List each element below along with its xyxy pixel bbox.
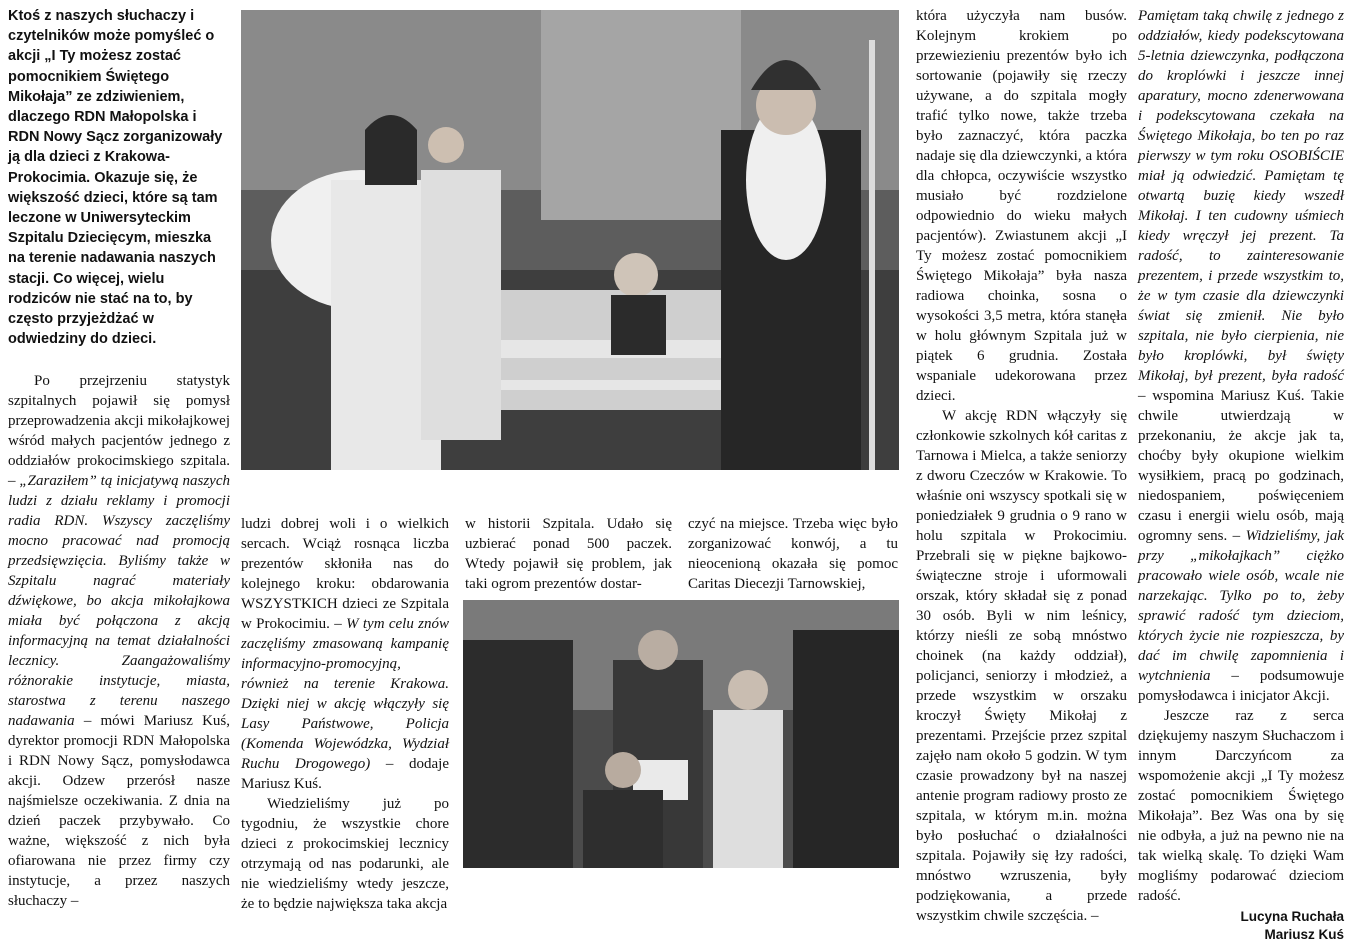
column-2 (241, 514, 449, 914)
column-4 (688, 514, 898, 594)
paragraph-week: Wiedzieliśmy już po tygodniu, że wszystkie chore dzieci z prokocimskiej lecznicy otrzymają od nas podarunki, ale nie wiedzieliśmy wtedy jeszcze, że to będzie największa taka akcja (241, 796, 449, 912)
column-1 (8, 6, 230, 911)
column-3 (465, 514, 672, 594)
author-signature-2: Mariusz Kuś (1264, 927, 1344, 942)
memory-end: – podsumowuje pomysłodawca i inicjator Akcji. (1138, 668, 1344, 704)
gifts-quote: W tym celu znów zaczęliśmy zmasowaną kampanię informacyjno-promocyjną, również na terenie Krakowa. Dzięki niej w akcję włączyły się Lasy Państwowe, Policja (Komenda Wojewódzka, Wydział Ruchu Drogowego) (241, 616, 450, 772)
lead-paragraph: Ktoś z naszych słuchaczy i czytelników może pomyśleć o akcji „I Ty możesz zostać pomocnikiem Świętego Mikołaja” ze zdziwieniem, dlaczego RDN Małopolska i RDN Nowy Sącz zorganizowały ją dla dzieci z Krakowa-Prokocimia. Okazuje się, że większość dzieci, które są tam leczone w Uniwersyteckim Szpitalu Dziecięcym, mieszka na terenie nadawania naszych stacji. Co więcej, wielu rodziców nie stać na to, by często przyjeżdżać w odwiedziny do dzieci. (8, 8, 223, 348)
intro-quote: „Zaraziłem” tą inicjatywą naszych ludzi z działu reklamy i promocji radia RDN. Wszyscy zaczęliśmy mocno pracować nad promocją przedsięwzięcia. Byliśmy także w Szpitalu nagrać materiały dźwiękowe, bo akcja mikołajkowa miała być połączona z akcją informacyjną na temat działalności lecznicy. Zaangażowaliśmy różnorakie instytucje, miasta, starostwa z terenu naszego nadawania (8, 473, 230, 730)
memory-quote-2: Widzieliśmy, jak przy „mikołajkach” ciężko pracowało wiele osób, wcale nie narzekając. Tylko po to, żeby sprawić radość tym dzieciom, których życie nie rozpieszcza, by dać im chwilę zapomnienia i wytchnienia (1138, 528, 1345, 684)
paragraph-history: w historii Szpitala. Udało się uzbierać ponad 500 paczek. Wtedy pojawił się problem, jak taki ogrom prezentów dostar- (465, 516, 672, 592)
photo-santa-hospital-room-image (241, 10, 899, 470)
gifts-end: – dodaje Mariusz Kuś. (241, 756, 449, 792)
author-signature-1: Lucyna Ruchała (1240, 909, 1344, 924)
paragraph-procession: W akcję RDN włączyły się członkowie szkolnych kół caritas z Tarnowa i Mielca, a także seniorzy z dworu Czeczów w Krakowie. To właśnie oni wszyscy spotkali się w poniedziałek 9 grudnia o 9 rano w holu szpitala w Prokocimiu. Przebrali się w piękne bajkowo-świąteczne stroje i uformowali orszak, który składał się z ponad 30 osób. Byli w nim leśnicy, którzy nieśli ze sobą mnóstwo choinek (na każdy oddział), policjanci, seniorzy i młodzież, a przede wszystkim w orszaku kroczył Święty Mikołaj z prezentami. Przejście przez szpital zajęło nam około 5 godzin. W tym czasie prowadzony był na naszej antenie program radiowy prosto ze szpitala, w którym m.in. można było posłuchać o działalności szpitala. Pojawiły się łzy radości, mnóstwo wzruszenia, były podziękowania, a przede wszystkim chwile szczęścia. – (916, 408, 1127, 924)
intro-end: – mówi Mariusz Kuś, dyrektor promocji RDN Małopolska i RDN Nowy Sącz, pomysłodawca akcji. Odzew przerósł nasze najśmielsze oczekiwania. Z dnia na dzień paczek przybywało. Co ważne, większość z nich była ofiarowana nie przez firmy czy instytucje, a przez naszych słuchaczy – (8, 713, 230, 910)
paragraph-sorting (916, 6, 1127, 406)
paragraph-gifts (241, 514, 449, 794)
photo-children-with-gifts-image (463, 600, 899, 868)
memory-mid: – wspomina Mariusz Kuś. Takie chwile utwierdzają w przekonaniu, że akcje jak ta, choćby były okupione wielkim wysiłkiem, pracą po godzinach, niedospaniem, poświęceniem czasu i energii wielu osób, mają ogromny sens. – (1138, 388, 1344, 544)
photo-santa-hospital-room (241, 10, 899, 470)
paragraph-thanks: Jeszcze raz z serca dziękujemy naszym Słuchaczom i innym Darczyńcom za wspomożenie akcji „I Ty możesz zostać pomocnikiem Świętego Mikołaja”. Bez Was ona by się nie odbyła, a już na pewno nie na tak wielką skalę. To dzięki Wam mogliśmy podarować dzieciom radość. (1138, 708, 1344, 904)
paragraph-intro (8, 371, 230, 911)
column-6 (1138, 6, 1344, 944)
paragraph-convoy: czyć na miejsce. Trzeba więc było zorganizować konwój, a tu nieocenioną okazała się pomoc Caritas Diecezji Tarnowskiej, (688, 516, 898, 592)
paragraph-memory (1138, 6, 1344, 706)
photo-children-with-gifts (463, 600, 899, 868)
gifts-start: ludzi dobrej woli i o wielkich sercach. Wciąż rosnąca liczba prezentów skłoniła nas do kolejnego kroku: obdarowania WSZYSTKICH dzieci ze Szpitala w Prokocimiu. – (241, 516, 449, 632)
column-5 (916, 6, 1127, 926)
sorting-end: była nasza radiowa choinka, sosna o wysokości 3,5 metra, która stanęła w holu głównym Szpitala już w piątek 6 grudnia. Została wspaniale udekorowana przez dzieci. (916, 268, 1128, 404)
sorting-start: która użyczyła nam busów. Kolejnym krokiem po przewiezieniu prezentów było ich sortowanie (pojawiły się rzeczy używane, a do szpitala mogły trafić tylko nowe, także trzeba było zaznaczyć, która paczka nadaje się dla dziewczynki, a która dla chłopca, oczywiście wszystko musiało być rozdzielone odpowiednio do wieku małych pacjentów). Zwiastunem akcji (916, 8, 1127, 244)
sorting-action-name: „I Ty możesz zostać pomocnikiem Świętego Mikołaja” (916, 228, 1128, 284)
memory-quote: Pamiętam taką chwilę z jednego z oddziałów, kiedy podekscytowana 5-letnia dziewczynka, podłączona do kroplówki i jeszcze innej aparatury, mocno zdenerwowana i podekscytowana czekała na Świętego Mikołaja, bo ten po raz pierwszy w tym roku OSOBIŚCIE miał ją odwiedzić. Pamiętam tę otwartą buzię kiedy wszedł Mikołaj. I ten cudowny uśmiech kiedy wręczył jej prezent. Ta radość, to zainteresowanie prezentem, i przede wszystkim to, że w tym czasie dla dziewczynki świat się zmienił. Nie było szpitala, nie było cierpienia, nie było kroplówki, był święty Mikołaj, był prezent, była radość (1138, 8, 1344, 384)
intro-start: Po przejrzeniu statystyk szpitalnych pojawił się pomysł przeprowadzenia akcji mikołajkowej wśród małych pacjentów jednego z oddziałów prokocimskiego szpitala. – (8, 373, 230, 490)
